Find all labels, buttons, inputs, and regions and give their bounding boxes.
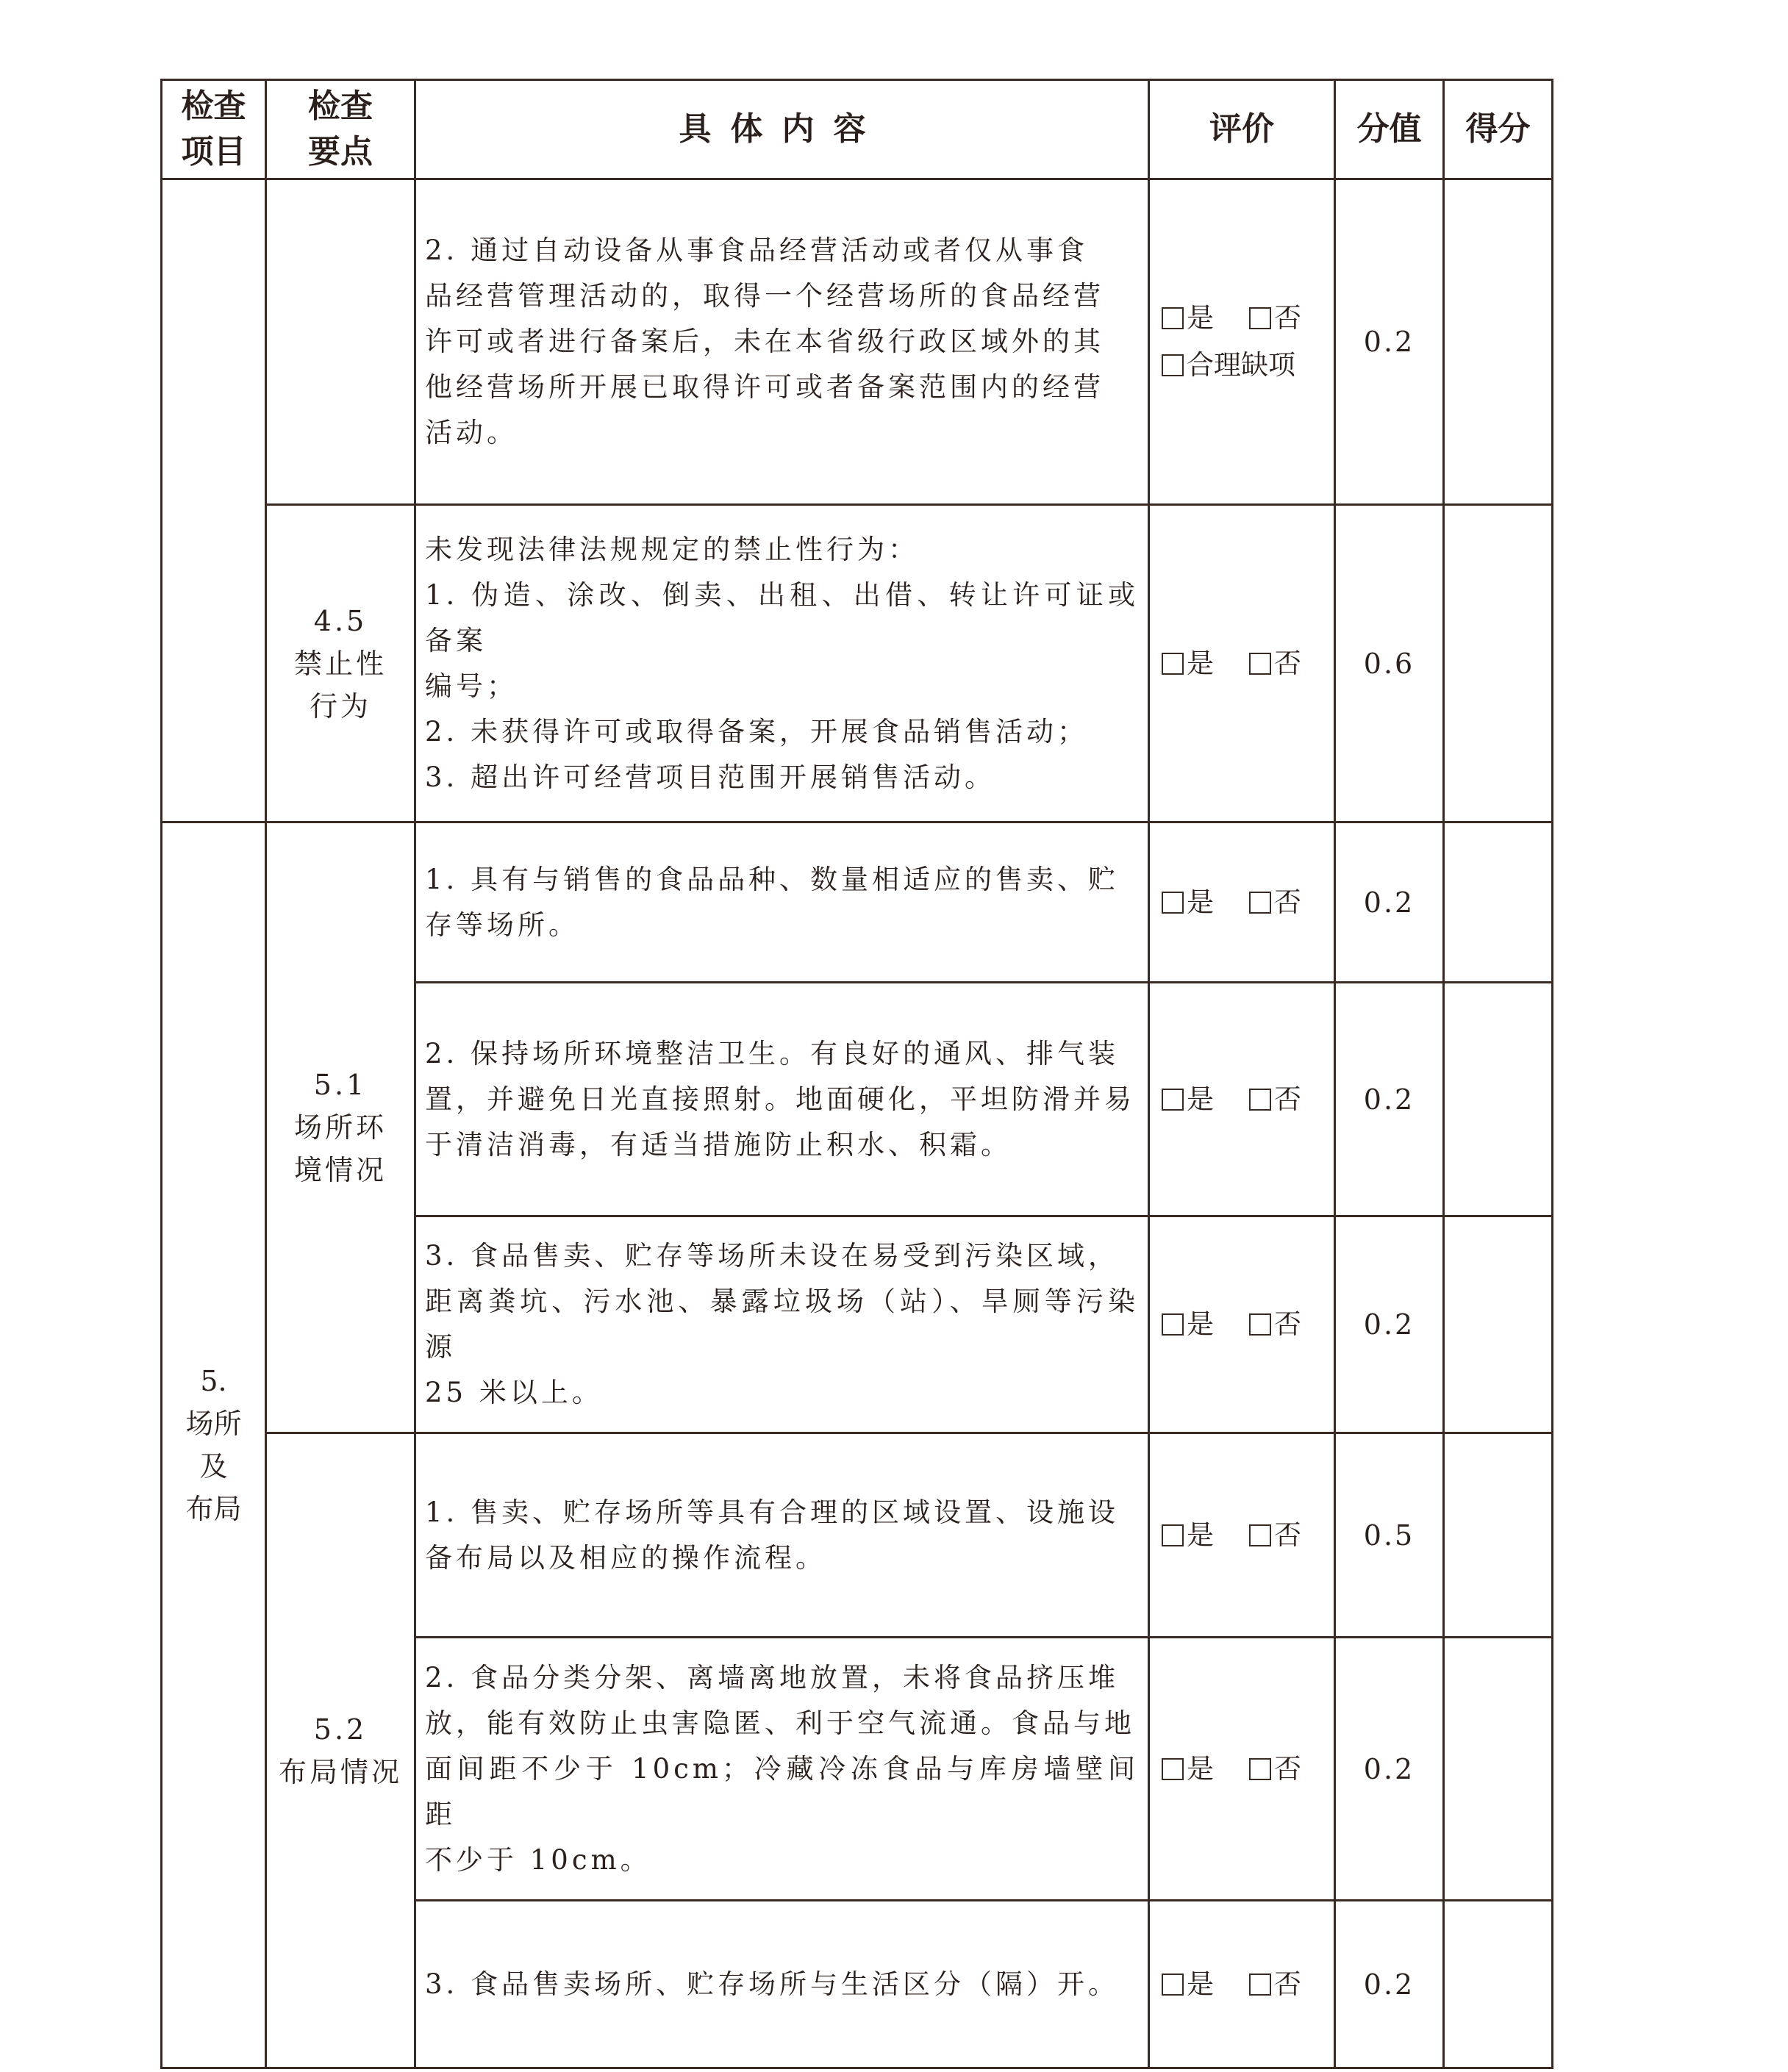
- obtained-score-field[interactable]: [1444, 1901, 1553, 2068]
- no-checkbox[interactable]: 否: [1249, 1076, 1301, 1123]
- header-item: 检查 项目: [162, 80, 266, 179]
- evaluation-cell: [1149, 1638, 1335, 1901]
- obtained-score-field[interactable]: [1444, 983, 1553, 1216]
- no-checkbox[interactable]: 否: [1249, 879, 1301, 926]
- checkbox-icon: [1249, 1758, 1271, 1780]
- checkbox-icon: [1249, 307, 1271, 329]
- content-cell: 2. 食品分类分架、离墙离地放置，未将食品挤压堆 放，能有效防止虫害隐匿、利于空气流通。食品与地 面间距不少于 10cm；冷藏冷冻食品与库房墙壁间距 不少于 10cm。: [415, 1638, 1149, 1901]
- header-score: 分值: [1335, 80, 1444, 179]
- yes-checkbox[interactable]: 是: [1162, 879, 1214, 926]
- table-row: [162, 1433, 1553, 1638]
- evaluation-cell: [1149, 1433, 1335, 1638]
- checkbox-icon: [1162, 307, 1184, 329]
- score-value: 0.2: [1335, 1216, 1444, 1433]
- yes-checkbox[interactable]: 是: [1162, 1961, 1214, 2008]
- point-cell-5-1: 5.1 场所环 境情况: [266, 822, 415, 1433]
- yes-checkbox[interactable]: 是: [1162, 1512, 1214, 1559]
- point-cell-empty: [266, 179, 415, 505]
- score-value: 0.2: [1335, 1901, 1444, 2068]
- no-checkbox[interactable]: 否: [1249, 1301, 1301, 1348]
- header-row: [162, 80, 1553, 179]
- score-value: 0.2: [1335, 179, 1444, 505]
- checkbox-icon: [1162, 1524, 1184, 1546]
- no-checkbox[interactable]: 否: [1249, 1961, 1301, 2008]
- checkbox-icon: [1249, 1974, 1271, 1996]
- no-checkbox[interactable]: 否: [1249, 1746, 1301, 1793]
- header-obtained: 得分: [1444, 80, 1553, 179]
- checkbox-icon: [1249, 1089, 1271, 1111]
- no-checkbox[interactable]: 否: [1249, 295, 1301, 342]
- obtained-score-field[interactable]: [1444, 1216, 1553, 1433]
- checkbox-icon: [1162, 354, 1184, 376]
- yes-checkbox[interactable]: 是: [1162, 1076, 1214, 1123]
- point-cell-4-5: 4.5 禁止性 行为: [266, 505, 415, 822]
- checkbox-icon: [1249, 1313, 1271, 1336]
- evaluation-cell: [1149, 822, 1335, 983]
- item-cell-5: 5. 场所 及 布局: [162, 822, 266, 2068]
- evaluation-cell: [1149, 1216, 1335, 1433]
- checkbox-icon: [1162, 1974, 1184, 1996]
- checkbox-icon: [1249, 892, 1271, 914]
- header-evaluation: 评价: [1149, 80, 1335, 179]
- table-row: [162, 179, 1553, 505]
- content-cell: 未发现法律法规规定的禁止性行为： 1. 伪造、涂改、倒卖、出租、出借、转让许可证或备案 编号； 2. 未获得许可或取得备案，开展食品销售活动； 3. 超出许可经营项目范围开展销售活动。: [415, 505, 1149, 822]
- content-cell: 2. 保持场所环境整洁卫生。有良好的通风、排气装 置，并避免日光直接照射。地面硬化，平坦防滑并易 于清洁消毒，有适当措施防止积水、积霜。: [415, 983, 1149, 1216]
- obtained-score-field[interactable]: [1444, 822, 1553, 983]
- yes-checkbox[interactable]: 是: [1162, 295, 1214, 342]
- not-applicable-checkbox[interactable]: 合理缺项: [1162, 342, 1295, 389]
- header-content: 具体内容: [415, 80, 1149, 179]
- checkbox-icon: [1249, 653, 1271, 675]
- evaluation-cell: [1149, 983, 1335, 1216]
- checkbox-icon: [1249, 1524, 1271, 1546]
- table-row: [162, 822, 1553, 983]
- score-value: 0.2: [1335, 822, 1444, 983]
- content-cell: 1. 售卖、贮存场所等具有合理的区域设置、设施设 备布局以及相应的操作流程。: [415, 1433, 1149, 1638]
- score-value: 0.6: [1335, 505, 1444, 822]
- evaluation-cell: [1149, 505, 1335, 822]
- header-point: 检查 要点: [266, 80, 415, 179]
- checkbox-icon: [1162, 1089, 1184, 1111]
- yes-checkbox[interactable]: 是: [1162, 640, 1214, 687]
- point-cell-5-2: 5.2 布局情况: [266, 1433, 415, 2068]
- evaluation-cell: [1149, 1901, 1335, 2068]
- content-cell: 3. 食品售卖、贮存等场所未设在易受到污染区域， 距离粪坑、污水池、暴露垃圾场（站）、旱厕等污染源 25 米以上。: [415, 1216, 1149, 1433]
- no-checkbox[interactable]: 否: [1249, 640, 1301, 687]
- score-value: 0.2: [1335, 983, 1444, 1216]
- checkbox-icon: [1162, 1758, 1184, 1780]
- content-cell: 2. 通过自动设备从事食品经营活动或者仅从事食 品经营管理活动的，取得一个经营场所的食品经营 许可或者进行备案后，未在本省级行政区域外的其 他经营场所开展已取得许可或者备案范围内的经营 活动。: [415, 179, 1149, 505]
- obtained-score-field[interactable]: [1444, 179, 1553, 505]
- evaluation-cell: [1149, 179, 1335, 505]
- obtained-score-field[interactable]: [1444, 1638, 1553, 1901]
- no-checkbox[interactable]: 否: [1249, 1512, 1301, 1559]
- content-cell: 3. 食品售卖场所、贮存场所与生活区分（隔）开。: [415, 1901, 1149, 2068]
- checkbox-icon: [1162, 653, 1184, 675]
- checkbox-icon: [1162, 892, 1184, 914]
- inspection-table: [160, 79, 1553, 2069]
- content-cell: 1. 具有与销售的食品品种、数量相适应的售卖、贮 存等场所。: [415, 822, 1149, 983]
- yes-checkbox[interactable]: 是: [1162, 1301, 1214, 1348]
- yes-checkbox[interactable]: 是: [1162, 1746, 1214, 1793]
- obtained-score-field[interactable]: [1444, 505, 1553, 822]
- score-value: 0.5: [1335, 1433, 1444, 1638]
- table-row: [162, 505, 1553, 822]
- score-value: 0.2: [1335, 1638, 1444, 1901]
- obtained-score-field[interactable]: [1444, 1433, 1553, 1638]
- checkbox-icon: [1162, 1313, 1184, 1336]
- item-cell-4: [162, 179, 266, 822]
